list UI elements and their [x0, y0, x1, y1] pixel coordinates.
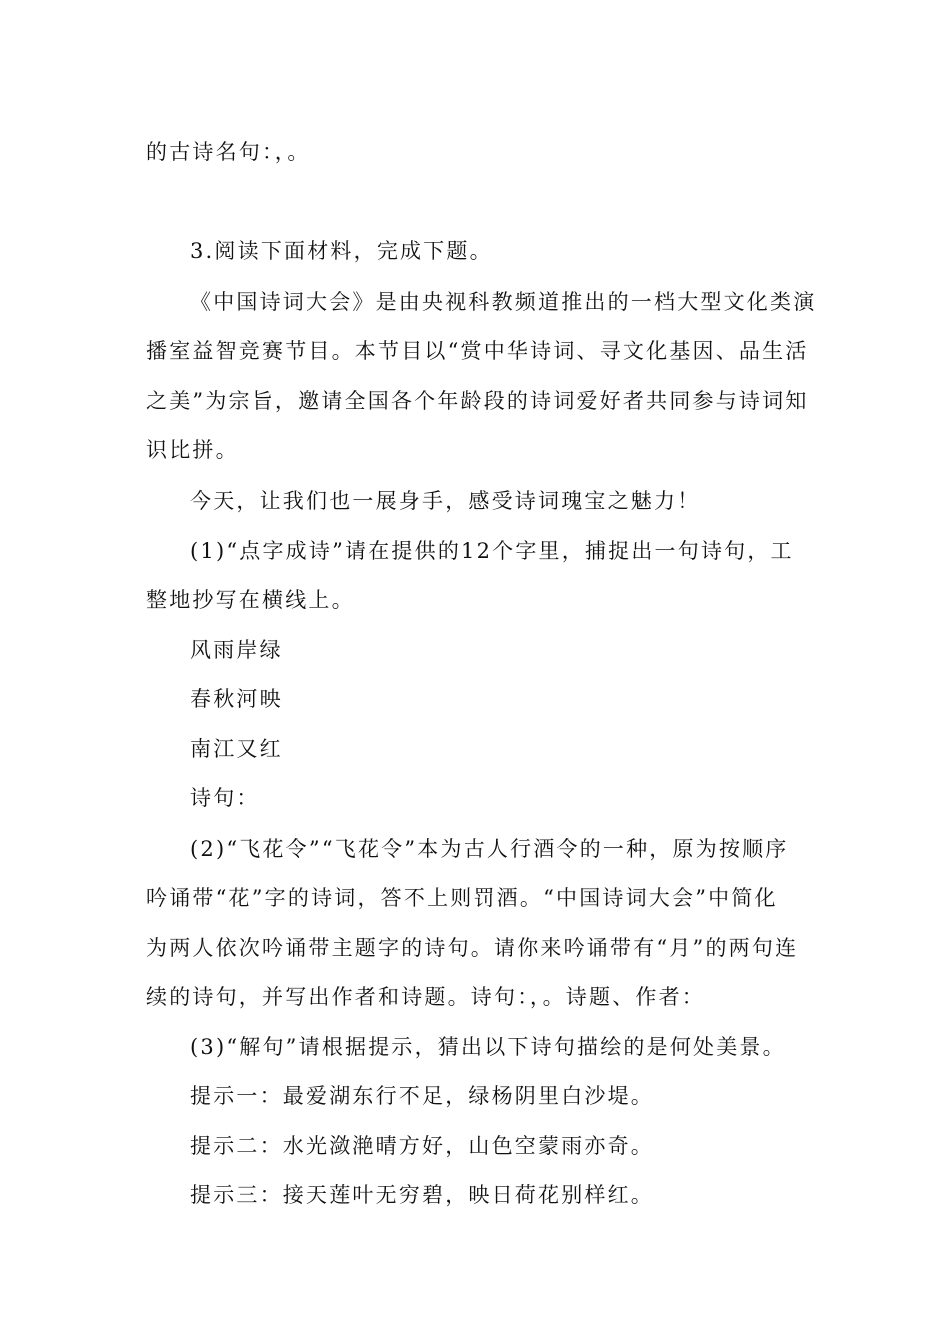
subquestion-2-line: 为两人依次吟诵带主题字的诗句。请你来吟诵带有“月”的两句连 [146, 936, 799, 960]
hint-line: 提示一：最爱湖东行不足，绿杨阴里白沙堤。 [190, 1084, 654, 1108]
paragraph-line: 之美”为宗旨，邀请全国各个年龄段的诗词爱好者共同参与诗词知 [146, 389, 809, 413]
paragraph-line: 今天，让我们也一展身手，感受诗词瑰宝之魅力！ [190, 489, 701, 513]
text-line-fragment: 的古诗名句：，。 [146, 140, 311, 164]
character-row: 风雨岸绿 [190, 638, 283, 662]
paragraph-line: 播室益智竞赛节目。本节目以“赏中华诗词、寻文化基因、品生活 [146, 339, 809, 363]
character-row: 南江又红 [190, 737, 283, 761]
paragraph-line: 《中国诗词大会》是由央视科教频道推出的一档大型文化类演 [190, 290, 817, 314]
character-row: 春秋河映 [190, 687, 283, 711]
subquestion-2-line: (2)“飞花令”“飞花令”本为古人行酒令的一种，原为按顺序 [190, 837, 789, 861]
subquestion-1-line: 整地抄写在横线上。 [146, 588, 355, 612]
hint-line: 提示二：水光潋滟晴方好，山色空蒙雨亦奇。 [190, 1134, 654, 1158]
answer-prompt: 诗句： [190, 786, 260, 810]
subquestion-3-line: (3)“解句”请根据提示，猜出以下诗句描绘的是何处美景。 [190, 1035, 786, 1059]
subquestion-1-line: (1)“点字成诗”请在提供的12个字里，捕捉出一句诗句，工 [190, 539, 794, 563]
hint-line: 提示三：接天莲叶无穷碧，映日荷花别样红。 [190, 1183, 654, 1207]
paragraph-line: 识比拼。 [146, 438, 239, 462]
subquestion-2-line: 吟诵带“花”字的诗词，答不上则罚酒。“中国诗词大会”中简化 [146, 886, 778, 910]
subquestion-2-line: 续的诗句，并写出作者和诗题。诗句：，。诗题、作者： [146, 985, 705, 1009]
question-3-heading: 3.阅读下面材料，完成下题。 [190, 239, 493, 263]
